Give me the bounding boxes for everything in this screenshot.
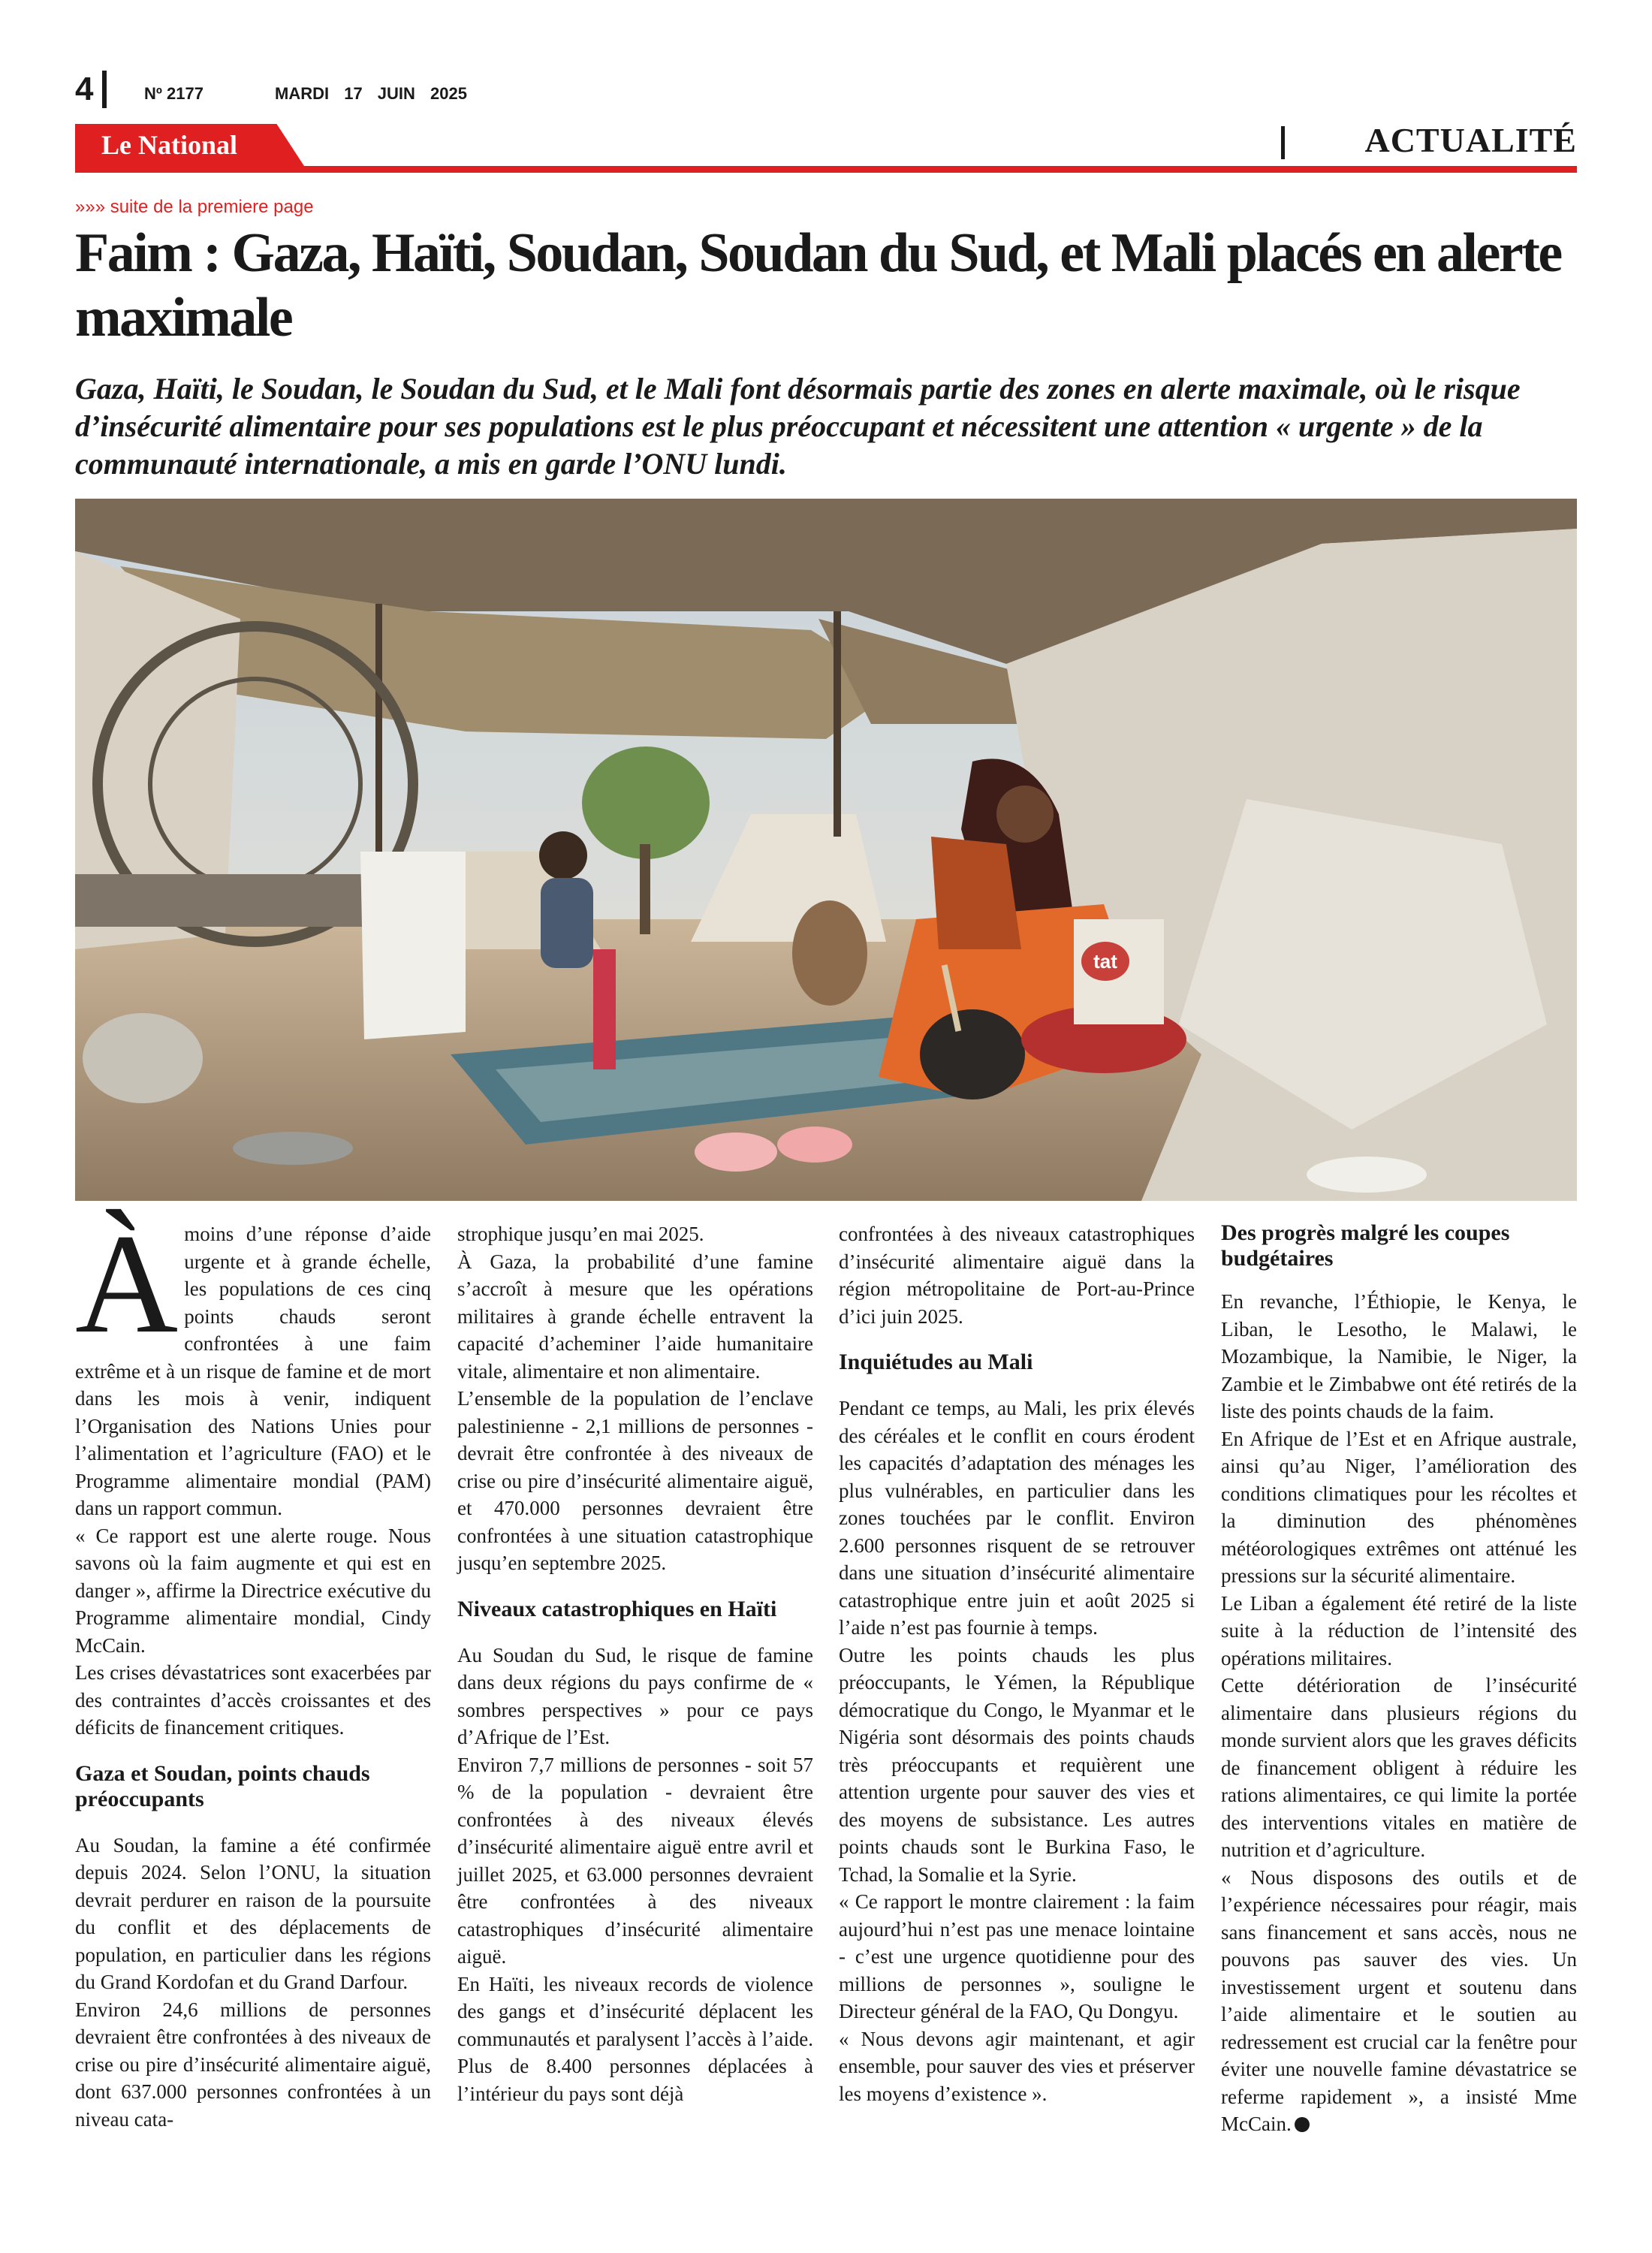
article-column-3 (839, 1220, 1195, 2107)
article-column-4 (1221, 1220, 1577, 2138)
article-subheading: Inquiétudes au Mali (839, 1350, 1033, 1374)
newspaper-name: Le National (101, 130, 238, 160)
sack-label: tat (1093, 950, 1117, 973)
article-paragraph: Cette détérioration de l’insécurité alimentaire dans plusieurs régions du monde survient alors que les graves déficits de financement obligent à réduire les rations alimentaires, ce qui limite la portée des interventions vitales en matière de nutrition et d’agriculture. (1221, 1674, 1577, 1861)
section-title: ACTUALITÉ (1364, 121, 1577, 159)
article-paragraph: En Haïti, les niveaux records de violence des gangs et d’insécurité déplacent les communautés et paralysent l’accès à l’aide. Plus de 8.400 personnes déplacées à l’intérieur du pays sont déjà (457, 1972, 813, 2105)
article-paragraph: Pendant ce temps, au Mali, les prix élevés des céréales et le conflit en cours érodent les capacités d’adaptation des ménages les plus vulnérables, en particulier dans les zones touchées par le conflit. Environ 2.600 personnes risquent de se retrouver dans une situation d’insécurité alimentaire catastrophique entre juin et août 2025 si l’aide n’est pas fournie à temps. (839, 1397, 1195, 1639)
article-subheading: Gaza et Soudan, points chauds préoccupants (75, 1760, 370, 1811)
drop-cap: À (75, 1205, 179, 1363)
article-paragraph: strophique jusqu’en mai 2025. (457, 1223, 704, 1245)
article-column-1 (75, 1205, 431, 2133)
article-subheading: Niveaux catastrophiques en Haïti (457, 1596, 777, 1621)
article-photo (75, 499, 1577, 1201)
article-paragraph: En Afrique de l’Est et en Afrique australe, ainsi qu’au Niger, l’amélioration des conditions climatiques pour les récoltes et la diminution des phénomènes météorologiques extrêmes ont atténué les pressions sur la sécurité alimentaire. (1221, 1427, 1577, 1587)
article-paragraph: Outre les points chauds les plus préoccupants, le Yémen, la République démocratique du Congo, le Myanmar et le Nigéria sont désormais des points chauds très préoccupants et requièrent une attention urgente pour sauver des vies et des moyens de subsistance. Les autres points chauds sont le Burkina Faso, le Tchad, la Somalie et la Syrie. (839, 1643, 1195, 1886)
issue-date: MARDI 17 JUIN 2025 (275, 84, 467, 103)
article-paragraph: Au Soudan, la famine a été confirmée depuis 2024. Selon l’ONU, la situation devrait perdurer en raison de la poursuite du conflit et des déplacements de population, en particulier dans les régions du Grand Kordofan et du Grand Darfour. (75, 1833, 431, 1993)
article-final-text: « Nous disposons des outils et de l’expérience nécessaires pour réagir, mais sans financement et sans accès, nous ne pouvons pas sauver des vies. Un investissement urgent et soutenu dans l’aide alimentaire et le soutien au redressement est crucial car la fenêtre pour éviter une nouvelle famine dévastatrice se referme rapidement », a insisté Mme McCain. (1221, 1865, 1577, 2135)
article-subheading: Des progrès malgré les coupes budgétaires (1221, 1220, 1510, 1271)
article-paragraph: « Nous devons agir maintenant, et agir ensemble, pour sauver des vies et préserver les moyens d’existence ». (839, 2027, 1195, 2105)
header-rule (75, 166, 1577, 173)
issue-number: Nº 2177 (144, 84, 203, 103)
article-paragraph: « Ce rapport le montre clairement : la faim aujourd’hui n’est pas une menace lointaine - c’est une urgence quotidienne pour des millions de personnes », souligne le Directeur général de la FAO, Qu Dongyu. (839, 1890, 1195, 2022)
camp-scene-illustration (75, 499, 1577, 1201)
article-paragraph: En revanche, l’Éthiopie, le Kenya, le Liban, le Lesotho, le Malawi, le Mozambique, la Namibie, le Niger, la Zambie et le Zimbabwe ont été retirés de la liste des points chauds de la faim. (1221, 1290, 1577, 1422)
article-paragraph (1221, 1864, 1577, 2138)
end-of-article-mark (1295, 2117, 1310, 2132)
page-number-divider (102, 71, 107, 108)
article-paragraph: À Gaza, la probabilité d’une famine s’accroît à mesure que les opérations militaires à grande échelle entravent la capacité d’acheminer l’aide humanitaire vitale, alimentaire et non alimentaire. (457, 1250, 813, 1383)
article-paragraph: Les crises dévastatrices sont exacerbées par des contraintes d’accès croissantes et des déficits de financement critiques. (75, 1661, 431, 1739)
page-number: 4 (75, 71, 94, 107)
article-paragraph: Environ 7,7 millions de personnes - soit 57 % de la population - devraient être confrontées à des niveaux élevés d’insécurité alimentaire aiguë entre avril et juillet 2025, et 63.000 personnes devraient être confrontées à des niveaux catastrophiques d’insécurité alimentaire aiguë. (457, 1753, 813, 1968)
section-divider (1281, 126, 1285, 159)
article-paragraph: Environ 24,6 millions de personnes devraient être confrontées à des niveaux de crise ou pire d’insécurité alimentaire aiguë, dont 637.000 personnes confrontées à un niveau cata- (75, 1998, 431, 2131)
article-paragraph: L’ensemble de la population de l’enclave palestinienne - 2,1 millions de personnes - devrait être confrontée à des niveaux de crise ou pire d’insécurité alimentaire aiguë, et 470.000 personnes devraient être confrontées à une situation catastrophique jusqu’en septembre 2025. (457, 1387, 813, 1574)
article-paragraph: Le Liban a également été retiré de la liste suite à la réduction de l’intensité des opérations militaires. (1221, 1591, 1577, 1669)
article-lede: Gaza, Haïti, le Soudan, le Soudan du Sud, et le Mali font désormais partie des zones en alerte maximale, où le risque d’insécurité alimentaire pour ses populations est le plus préoccupant et nécessitent une attention « urgente » de la communauté internationale, a mis en garde l’ONU lundi. (75, 372, 1521, 481)
article-column-2 (457, 1220, 813, 2107)
article-paragraph: moins d’une réponse d’aide urgente et à grande échelle, les populations de ces cinq points chauds seront confrontées à une faim extrême et à un risque de famine et de mort dans les mois à venir, indiquent l’Organisation des Nations Unies pour l’alimentation et l’agriculture (FAO) et le Programme alimentaire mondial (PAM) dans un rapport commun. (75, 1223, 431, 1519)
article-paragraph: confrontées à des niveaux catastrophiques d’insécurité alimentaire aiguë dans la région métropolitaine de Port-au-Prince d’ici juin 2025. (839, 1223, 1195, 1328)
article-headline: Faim : Gaza, Haïti, Soudan, Soudan du Sud, et Mali placés en alerte maximale (75, 222, 1561, 348)
article-paragraph: « Ce rapport est une alerte rouge. Nous savons où la faim augmente et qui est en danger », affirme la Directrice exécutive du Programme alimentaire mondial, Cindy McCain. (75, 1524, 431, 1657)
article-paragraph: Au Soudan du Sud, le risque de famine dans deux régions du pays confirme de « sombres perspectives » pour ce pays d’Afrique de l’Est. (457, 1643, 813, 1748)
continued-from-front-page: »»» suite de la premiere page (75, 197, 314, 217)
